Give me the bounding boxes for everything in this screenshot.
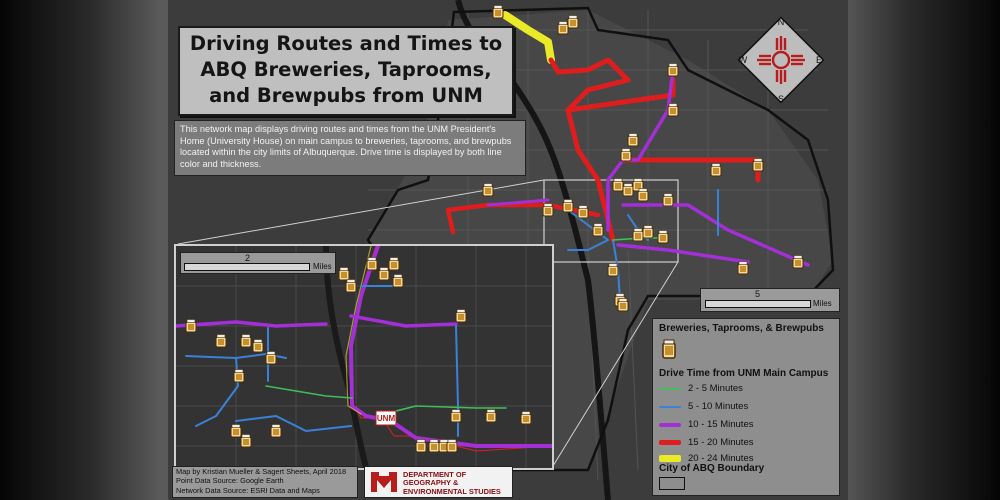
legend-item (659, 417, 839, 433)
legend-swatch (659, 388, 681, 390)
beer-keg-icon (252, 339, 264, 353)
legend-label: 10 - 15 Minutes (688, 419, 754, 430)
beer-keg-icon (455, 309, 467, 323)
legend-label: 15 - 20 Minutes (688, 437, 754, 448)
compass-n: N (777, 17, 785, 27)
beer-keg-icon (185, 319, 197, 333)
credits-box (172, 466, 358, 498)
title-line-1: Driving Routes and Times to (189, 32, 503, 55)
beer-keg-icon (637, 188, 649, 202)
credits-line-1: Map by Kristian Mueller & Sagert Sheets, April 2018 (176, 467, 347, 476)
legend-label: 5 - 10 Minutes (688, 401, 749, 412)
description-text: This network map displays driving routes and times from the UNM President's Home (University House) on main campus to breweries, taprooms, and brewpubs located within the city limits of Albuquerque. Drive time is displayed by both line color and thickness. (180, 124, 512, 169)
beer-keg-icon (661, 339, 679, 361)
legend-swatch (659, 455, 681, 462)
beer-keg-icon (446, 439, 458, 453)
beer-keg-icon (392, 274, 404, 288)
beer-keg-icon (617, 298, 629, 312)
scale-main-bar (705, 300, 811, 308)
beer-keg-icon (415, 439, 427, 453)
legend-time-heading: Drive Time from UNM Main Campus (659, 368, 829, 379)
scale-bar-main (700, 288, 840, 312)
beer-keg-icon (592, 223, 604, 237)
beer-keg-icon (265, 351, 277, 365)
beer-keg-icon (657, 230, 669, 244)
beer-keg-icon (607, 263, 619, 277)
compass-s: S (777, 94, 785, 104)
beer-keg-icon (710, 163, 722, 177)
title-line-2: ABQ Breweries, Taprooms, (200, 58, 492, 81)
scale-bar-inset (180, 252, 336, 274)
beer-keg-icon (366, 257, 378, 271)
map-title (178, 26, 514, 116)
department-name (403, 471, 501, 496)
map-frame (168, 0, 848, 500)
credits-line-3: Network Data Source: ESRI Data and Maps (176, 485, 320, 495)
description-box (174, 120, 526, 176)
beer-keg-icon (642, 225, 654, 239)
beer-keg-icon (542, 203, 554, 217)
beer-keg-icon (737, 261, 749, 275)
dept-line-2: GEOGRAPHY & (403, 478, 459, 488)
legend-boundary-heading: City of ABQ Boundary (659, 463, 765, 474)
scale-inset-unit: Miles (313, 262, 332, 271)
beer-keg-icon (567, 15, 579, 29)
legend-label: 2 - 5 Minutes (688, 383, 743, 394)
scale-inset-bar (184, 263, 310, 271)
beer-keg-icon (450, 409, 462, 423)
legend-item (659, 381, 839, 397)
beer-keg-icon (215, 334, 227, 348)
beer-keg-icon (240, 434, 252, 448)
beer-keg-icon (492, 5, 504, 19)
beer-keg-icon (562, 199, 574, 213)
legend (652, 318, 840, 496)
inset-map (174, 244, 554, 470)
beer-keg-icon (240, 334, 252, 348)
beer-keg-icon (577, 205, 589, 219)
beer-keg-icon (378, 267, 390, 281)
beer-keg-icon (667, 63, 679, 77)
legend-boundary-swatch (659, 477, 685, 490)
legend-swatch (659, 440, 681, 445)
beer-keg-icon (482, 183, 494, 197)
beer-keg-icon (485, 409, 497, 423)
beer-keg-icon (662, 193, 674, 207)
scale-main-value: 5 (755, 289, 761, 299)
beer-keg-icon (620, 148, 632, 162)
unm-logo-icon (369, 470, 399, 494)
compass-w: W (738, 55, 748, 65)
legend-points-heading: Breweries, Taprooms, & Brewpubs (659, 323, 824, 334)
beer-keg-icon (233, 369, 245, 383)
dept-line-1: DEPARTMENT OF (403, 470, 467, 479)
scale-inset-value: 2 (245, 253, 251, 263)
beer-keg-icon (627, 133, 639, 147)
compass-rose (733, 12, 829, 108)
scale-main-unit: Miles (813, 299, 832, 308)
legend-label: 20 - 24 Minutes (688, 453, 754, 464)
legend-swatch (659, 406, 681, 408)
dept-line-3: ENVIRONMENTAL STUDIES (403, 486, 501, 496)
credits-line-2: Point Data Source: Google Earth (176, 476, 284, 486)
beer-keg-icon (667, 103, 679, 117)
legend-swatch (659, 423, 681, 427)
beer-keg-icon (752, 158, 764, 172)
title-line-3: and Brewpubs from UNM (209, 84, 483, 107)
beer-keg-icon (520, 411, 532, 425)
legend-item (659, 399, 839, 415)
beer-keg-icon (270, 424, 282, 438)
department-logo-box (364, 466, 513, 498)
compass-e: E (815, 55, 823, 65)
legend-item (659, 435, 839, 451)
beer-keg-icon (345, 279, 357, 293)
beer-keg-icon (792, 255, 804, 269)
svg-text:UNM: UNM (376, 414, 396, 423)
